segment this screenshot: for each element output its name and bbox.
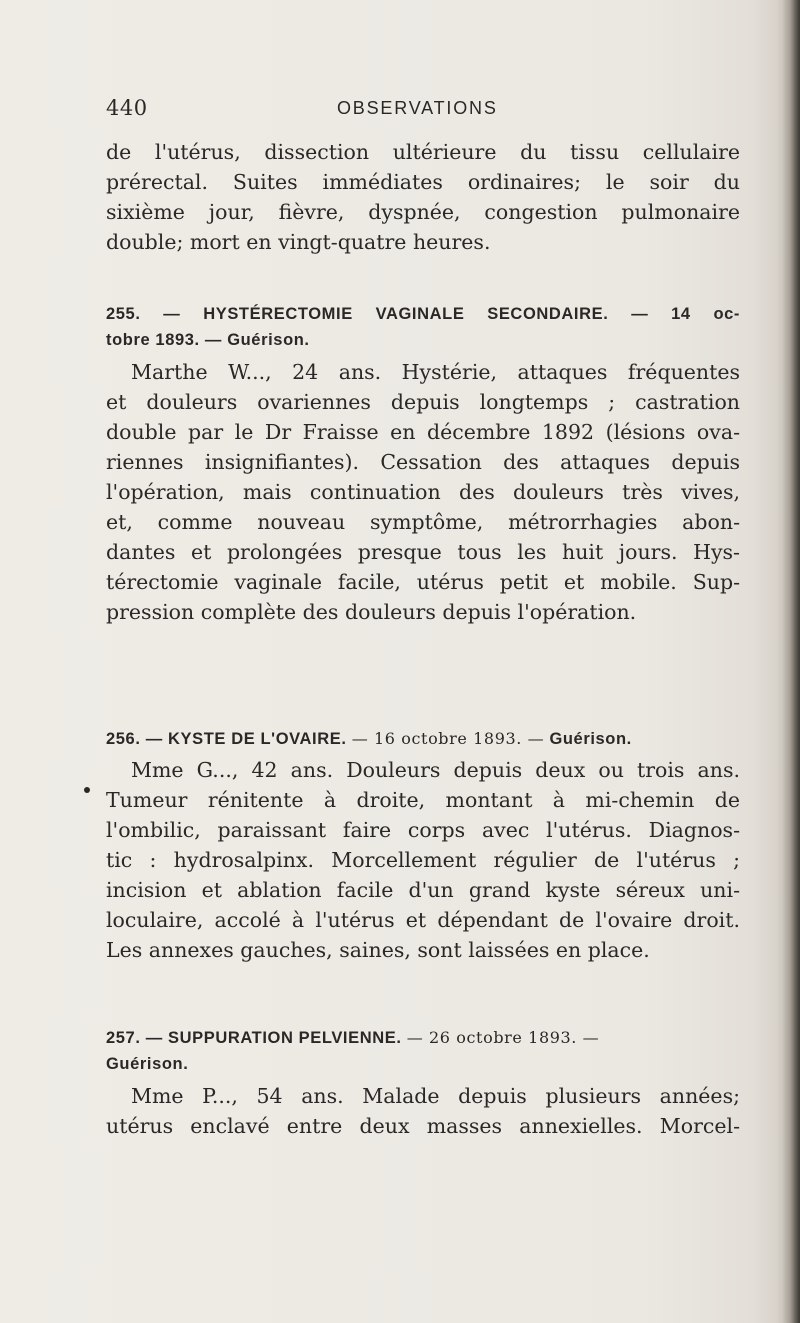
heading-line — [106, 726, 740, 752]
observation-255-heading — [106, 301, 740, 353]
text-line: l'opération, mais continuation des douleurs très vives, — [106, 480, 740, 504]
text-line: prérectal. Suites immédiates ordinaires; le soir du — [106, 170, 740, 194]
heading-date: — 26 octobre 1893. — — [406, 1028, 600, 1047]
observation-256-body — [106, 755, 740, 965]
text-line: et douleurs ovariennes depuis longtemps ; castration — [106, 390, 740, 414]
text-line: Les annexes gauches, saines, sont laissées en place. — [106, 938, 650, 962]
heading-line: 255. — HYSTÉRECTOMIE VAGINALE SECONDAIRE. — 14 oc- — [106, 305, 740, 323]
observation-256-heading — [106, 726, 740, 752]
text-line: utérus enclavé entre deux masses annexielles. Morcel- — [106, 1114, 740, 1138]
heading-line: tobre 1893. — Guérison. — [106, 331, 310, 349]
text-line: tic : hydrosalpinx. Morcellement régulier de l'utérus ; — [106, 848, 740, 872]
text-line: riennes insignifiantes). Cessation des attaques depuis — [106, 450, 740, 474]
text-line: Mme P..., 54 ans. Malade depuis plusieurs années; — [131, 1084, 740, 1108]
text-line: pression complète des douleurs depuis l'opération. — [106, 600, 637, 624]
text-line: de l'utérus, dissection ultérieure du tissu cellulaire — [106, 140, 740, 164]
heading-date: — 16 octobre 1893. — — [351, 729, 545, 748]
heading-number: 256. — — [106, 730, 163, 748]
heading-line — [106, 1025, 740, 1051]
text-line: double; mort en vingt-quatre heures. — [106, 230, 491, 254]
heading-line: Guérison. — [106, 1055, 189, 1073]
observation-255-body — [106, 357, 740, 627]
running-head: OBSERVATIONS — [337, 98, 498, 118]
observation-257-heading — [106, 1025, 740, 1077]
observation-257-body — [106, 1081, 740, 1141]
text-line: sixième jour, fièvre, dyspnée, congestion pulmonaire — [106, 200, 740, 224]
heading-title: SUPPURATION PELVIENNE. — [168, 1029, 402, 1047]
text-line: térectomie vaginale facile, utérus petit et mobile. Sup- — [106, 570, 740, 594]
page-header — [0, 96, 800, 132]
binding-shadow — [782, 0, 800, 1323]
text-line: l'ombilic, paraissant faire corps avec l'utérus. Diagnos- — [106, 818, 740, 842]
margin-dot — [84, 787, 90, 793]
text-line: Mme G..., 42 ans. Douleurs depuis deux ou trois ans. — [131, 758, 740, 782]
intro-paragraph — [106, 137, 740, 257]
text-line: Tumeur rénitente à droite, montant à mi-chemin de — [106, 788, 740, 812]
text-line: dantes et prolongées presque tous les huit jours. Hys- — [106, 540, 740, 564]
text-line: double par le Dr Fraisse en décembre 1892 (lésions ova- — [106, 420, 740, 444]
text-line: incision et ablation facile d'un grand kyste séreux uni- — [106, 878, 740, 902]
heading-number: 257. — — [106, 1029, 163, 1047]
text-line: et, comme nouveau symptôme, métrorrhagies abon- — [106, 510, 740, 534]
text-line: Marthe W..., 24 ans. Hystérie, attaques fréquentes — [131, 360, 740, 384]
heading-result: Guérison. — [549, 730, 632, 748]
page-number: 440 — [106, 96, 148, 120]
heading-title: KYSTE DE L'OVAIRE. — [168, 730, 347, 748]
text-line: loculaire, accolé à l'utérus et dépendant de l'ovaire droit. — [106, 908, 740, 932]
